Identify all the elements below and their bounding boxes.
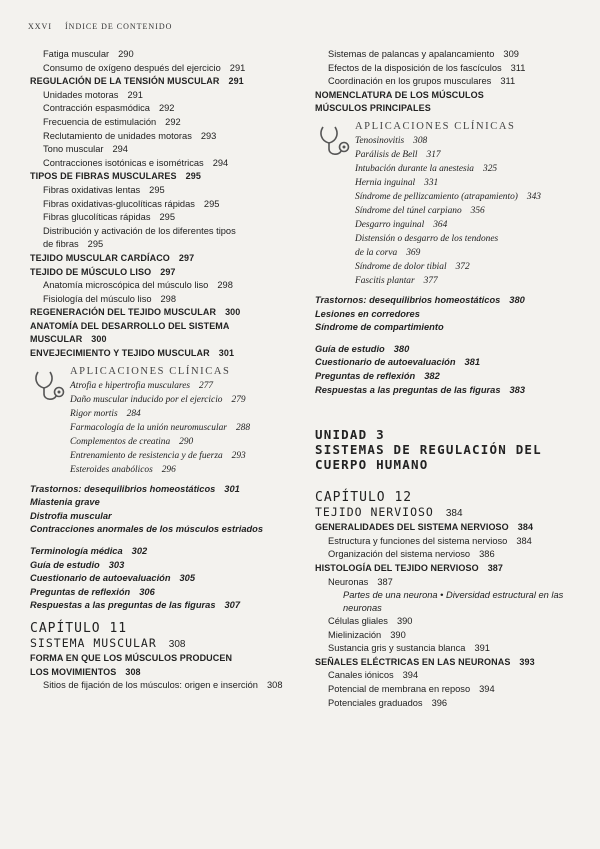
- entry-page: 292: [165, 116, 181, 127]
- entry-page: 294: [212, 157, 229, 168]
- entry-title: Entrenamiento de resistencia y de fuerza: [70, 450, 223, 461]
- clinical-application-entry: [355, 260, 590, 274]
- entry-page: 311: [500, 76, 516, 87]
- entry-title: Guía de estudio: [30, 559, 100, 570]
- entry-title: Neuronas: [328, 576, 369, 587]
- toc-entry: [30, 225, 310, 239]
- chapter-12-label: CAPÍTULO 12: [315, 490, 413, 506]
- toc-entry: [315, 548, 590, 562]
- toc-entry: [315, 615, 590, 629]
- entry-title: Sitios de fijación de los músculos: origen e inserción: [43, 680, 258, 691]
- entry-title: Sistemas de palancas y apalancamiento: [328, 49, 495, 59]
- entry-page: 293: [200, 130, 217, 141]
- clinical-applications-list: [355, 134, 590, 288]
- entry-title: Anatomía microscópica del músculo liso: [43, 280, 209, 291]
- toc-entry: [30, 572, 310, 586]
- chapter-11-entries: [30, 652, 310, 693]
- toc-entry: [30, 293, 310, 307]
- entry-title: Respuestas a las preguntas de las figuras: [30, 600, 216, 611]
- entry-title: FORMA EN QUE LOS MÚSCULOS PRODUCEN: [30, 653, 233, 663]
- clinical-application-entry: [70, 421, 310, 435]
- entry-page: 291: [228, 76, 244, 87]
- clinical-application-entry: [355, 162, 590, 176]
- clinical-application-entry: [355, 190, 590, 204]
- toc-entry: [30, 559, 310, 573]
- unit-3-title-line2: CUERPO HUMANO: [315, 457, 429, 473]
- toc-entry: [30, 48, 310, 62]
- entry-title: Síndrome de pellizcamiento (atrapamiento): [355, 191, 518, 202]
- chapter-11-page: 308: [168, 639, 186, 650]
- entry-page: 295: [185, 171, 201, 182]
- toc-entry: [30, 545, 310, 559]
- toc-entry: [30, 523, 310, 537]
- entry-title: Fibras oxidativas-glucolíticas rápidas: [43, 198, 195, 209]
- entry-title: Contracciones isotónicas e isométricas: [43, 157, 204, 168]
- right-disorders: [315, 294, 590, 335]
- toc-entry: [315, 535, 590, 549]
- entry-page: 384: [517, 522, 534, 533]
- entry-page: 307: [224, 600, 241, 611]
- entry-page: 294: [112, 144, 128, 155]
- entry-page: 383: [509, 384, 526, 395]
- entry-title: Daño muscular inducido por el ejercicio: [70, 394, 223, 405]
- entry-title: Fibras oxidativas lentas: [43, 184, 141, 195]
- entry-page: 298: [217, 280, 233, 291]
- entry-title: Tenosinovitis: [355, 135, 405, 146]
- clinical-application-entry: [355, 274, 590, 288]
- toc-entry: [315, 669, 590, 683]
- entry-title: Efectos de la disposición de los fascículos: [328, 62, 502, 73]
- clinical-application-entry: [70, 449, 310, 463]
- entry-page: 300: [225, 307, 241, 318]
- entry-page: 308: [125, 666, 141, 677]
- entry-page: 387: [377, 576, 393, 587]
- entry-title: MUSCULAR: [30, 334, 83, 345]
- toc-entry: [315, 89, 590, 103]
- entry-title: Distribución y activación de los diferentes tipos: [43, 225, 236, 236]
- clinical-applications-right: [315, 119, 590, 288]
- neuron-subtopics: Partes de una neurona • Diversidad estructural en las neuronas: [343, 590, 564, 614]
- toc-entry: [30, 510, 310, 524]
- clinical-application-entry: [70, 463, 310, 477]
- chapter-12-entries-more: [315, 615, 590, 710]
- left-study-sections: [30, 545, 310, 613]
- chapter-11-title-text: SISTEMA MUSCULAR: [30, 636, 157, 650]
- entry-page: 369: [406, 247, 421, 258]
- entry-title: Preguntas de reflexión: [30, 586, 131, 597]
- entry-title: Complementos de creatina: [70, 436, 171, 447]
- entry-page: 277: [199, 380, 214, 391]
- toc-entry: [30, 666, 310, 680]
- clinical-application-entry: [355, 134, 590, 148]
- toc-entry: [30, 75, 310, 89]
- entry-page: 308: [266, 680, 283, 691]
- chapter-12: [315, 490, 590, 710]
- entry-title: Esteroides anabólicos: [70, 464, 153, 475]
- toc-entry: [315, 629, 590, 643]
- entry-title: de fibras: [43, 239, 79, 250]
- entry-page: 296: [161, 464, 176, 475]
- toc-entry: [30, 198, 310, 212]
- stethoscope-icon: [317, 123, 353, 159]
- entry-title: REGENERACIÓN DEL TEJIDO MUSCULAR: [30, 307, 217, 318]
- entry-title: LOS MOVIMIENTOS: [30, 666, 117, 677]
- chapter-12-entries: [315, 521, 590, 589]
- entry-page: 292: [158, 103, 175, 114]
- toc-entry: [30, 320, 310, 334]
- entry-title: TEJIDO MUSCULAR CARDÍACO: [30, 252, 170, 263]
- toc-entry: [30, 599, 310, 613]
- toc-entry: [30, 652, 310, 666]
- entry-page: 343: [526, 191, 541, 202]
- toc-entry: [30, 238, 310, 252]
- clinical-applications-list: [70, 379, 310, 477]
- entry-title: TEJIDO DE MÚSCULO LISO: [30, 266, 152, 277]
- entry-page: 384: [516, 535, 532, 546]
- clinical-application-entry: [70, 393, 310, 407]
- toc-entry: [315, 642, 590, 656]
- entry-page: 295: [203, 198, 220, 209]
- toc-entry: [315, 656, 590, 670]
- entry-title: Preguntas de reflexión: [315, 370, 416, 381]
- toc-entry: [315, 75, 590, 89]
- entry-page: 302: [131, 546, 148, 557]
- toc-entry: [30, 266, 310, 280]
- clinical-applications-title: APLICACIONES CLÍNICAS: [70, 365, 231, 377]
- entry-title: Síndrome de dolor tibial: [355, 261, 447, 272]
- entry-title: Rigor mortis: [70, 408, 118, 419]
- entry-page: 297: [160, 266, 176, 277]
- entry-page: 381: [464, 357, 481, 368]
- clinical-applications-title: APLICACIONES CLÍNICAS: [355, 120, 516, 132]
- running-head: [28, 22, 172, 31]
- toc-entry: [30, 679, 310, 693]
- toc-entry: [30, 62, 310, 76]
- entry-title: Estructura y funciones del sistema nervioso: [328, 535, 508, 546]
- toc-entry: [30, 89, 310, 103]
- entry-title: Síndrome de compartimiento: [315, 322, 444, 333]
- unit-3-heading: [315, 427, 590, 472]
- entry-page: 305: [179, 573, 196, 584]
- entry-page: 290: [118, 49, 134, 59]
- entry-page: 295: [87, 239, 104, 250]
- clinical-applications-left: [30, 364, 310, 477]
- toc-entry: [315, 576, 590, 590]
- entry-page: 284: [126, 408, 141, 419]
- entry-title: GENERALIDADES DEL SISTEMA NERVIOSO: [315, 522, 509, 533]
- entry-title: Miastenia grave: [30, 497, 100, 508]
- toc-entry: [30, 170, 310, 184]
- entry-title: Coordinación en los grupos musculares: [328, 76, 492, 87]
- entry-title: Trastornos: desequilibrios homeostáticos: [315, 294, 501, 305]
- chapter-12-title-text: TEJIDO NERVIOSO: [315, 505, 434, 520]
- entry-title: Terminología médica: [30, 546, 123, 557]
- entry-title: Potencial de membrana en reposo: [328, 684, 471, 695]
- toc-entry: [315, 521, 590, 535]
- entry-page: 301: [218, 348, 235, 359]
- entry-title: Tono muscular: [43, 144, 104, 155]
- entry-title: Sustancia gris y sustancia blanca: [328, 643, 466, 654]
- toc-entry: [30, 143, 310, 157]
- entry-title: NOMENCLATURA DE LOS MÚSCULOS: [315, 89, 484, 100]
- entry-page: 331: [424, 177, 439, 188]
- entry-page: 364: [433, 219, 448, 230]
- right-column: [315, 48, 590, 710]
- toc-entry: [315, 356, 590, 370]
- entry-title: REGULACIÓN DE LA TENSIÓN MUSCULAR: [30, 76, 220, 87]
- entry-title: Fascitis plantar: [355, 275, 415, 286]
- toc-entry: [315, 321, 590, 335]
- entry-page: 394: [402, 670, 419, 681]
- entry-page: 390: [390, 629, 406, 640]
- entry-title: Cuestionario de autoevaluación: [30, 573, 171, 584]
- entry-page: 306: [139, 586, 155, 597]
- clinical-application-entry: [355, 246, 590, 260]
- entry-title: Atrofia e hipertrofia musculares: [70, 380, 191, 391]
- entry-title: HISTOLOGÍA DEL TEJIDO NERVIOSO: [315, 562, 479, 573]
- entry-page: 377: [423, 275, 438, 286]
- toc-entry: [315, 294, 590, 308]
- entry-title: ENVEJECIMIENTO Y TEJIDO MUSCULAR: [30, 348, 210, 359]
- page-number: XXVI: [28, 22, 52, 31]
- entry-page: 297: [178, 252, 195, 263]
- toc-entry: [30, 157, 310, 171]
- unit-3-label: UNIDAD 3: [315, 427, 385, 443]
- entry-page: 382: [424, 370, 440, 381]
- toc-entry: [315, 48, 590, 62]
- entry-title: Contracción espasmódica: [43, 103, 150, 114]
- entry-title: Respuestas a las preguntas de las figuras: [315, 384, 501, 395]
- entry-title: Células gliales: [328, 616, 388, 627]
- toc-entry: [30, 347, 310, 361]
- entry-title: Desgarro inguinal: [355, 219, 425, 230]
- entry-title: Cuestionario de autoevaluación: [315, 357, 456, 368]
- entry-page: 356: [470, 205, 485, 216]
- toc-entry: [30, 116, 310, 130]
- entry-title: Frecuencia de estimulación: [43, 116, 157, 127]
- entry-title: ANATOMÍA DEL DESARROLLO DEL SISTEMA: [30, 320, 230, 331]
- entry-title: SEÑALES ELÉCTRICAS EN LAS NEURONAS: [315, 656, 511, 667]
- left-disorders: [30, 483, 310, 537]
- entry-title: Fatiga muscular: [43, 49, 110, 59]
- entry-title: MÚSCULOS PRINCIPALES: [315, 103, 431, 114]
- entry-page: 394: [479, 684, 495, 695]
- toc-entry: [315, 562, 590, 576]
- clinical-application-entry: [70, 407, 310, 421]
- toc-entry: [315, 370, 590, 384]
- running-title: ÍNDICE DE CONTENIDO: [65, 22, 173, 31]
- clinical-application-entry: [355, 204, 590, 218]
- entry-page: 279: [231, 394, 246, 405]
- entry-page: 390: [396, 616, 413, 627]
- right-study-sections: [315, 343, 590, 397]
- chapter-12-page: 384: [445, 508, 463, 520]
- entry-title: Contracciones anormales de los músculos estriados: [30, 524, 264, 535]
- entry-page: 301: [224, 483, 240, 494]
- chapter-11-title: [30, 636, 310, 652]
- entry-page: 393: [519, 656, 535, 667]
- chapter-11-label: CAPÍTULO 11: [30, 621, 128, 636]
- clinical-application-entry: [355, 218, 590, 232]
- entry-page: 298: [160, 293, 177, 304]
- entry-title: Fisiología del músculo liso: [43, 293, 152, 304]
- unit-3-title-line1: SISTEMAS DE REGULACIÓN DEL: [315, 442, 542, 458]
- clinical-application-entry: [355, 232, 590, 246]
- entry-title: Potenciales graduados: [328, 697, 423, 708]
- toc-entry: [30, 306, 310, 320]
- entry-page: 288: [235, 422, 250, 433]
- entry-title: Unidades motoras: [43, 89, 119, 100]
- entry-title: Mielinización: [328, 629, 382, 640]
- entry-title: Guía de estudio: [315, 343, 385, 354]
- entry-title: Trastornos: desequilibrios homeostáticos: [30, 483, 216, 494]
- entry-page: 380: [509, 294, 525, 305]
- entry-page: 308: [413, 135, 428, 146]
- entry-page: 290: [179, 436, 194, 447]
- entry-title: Síndrome del túnel carpiano: [355, 205, 462, 216]
- entry-title: TIPOS DE FIBRAS MUSCULARES: [30, 171, 177, 182]
- entry-title: Consumo de oxígeno después del ejercicio: [43, 62, 221, 73]
- toc-entry: [30, 184, 310, 198]
- toc-entry: [315, 308, 590, 322]
- toc-entry: [30, 333, 310, 347]
- entry-title: Canales iónicos: [328, 670, 394, 681]
- chapter-12-title: [315, 505, 590, 521]
- toc-entry: [30, 483, 310, 497]
- chapter-11: [30, 621, 310, 693]
- entry-title: Reclutamiento de unidades motoras: [43, 130, 192, 141]
- toc-entry: [30, 496, 310, 510]
- entry-page: 291: [127, 89, 143, 100]
- entry-page: 295: [149, 184, 165, 195]
- toc-entry: [315, 384, 590, 398]
- entry-title: Distensión o desgarro de los tendones: [355, 233, 499, 244]
- entry-title: Organización del sistema nervioso: [328, 549, 471, 560]
- entry-title: Fibras glucolíticas rápidas: [43, 212, 151, 223]
- clinical-application-entry: [70, 435, 310, 449]
- left-entries: [30, 48, 310, 361]
- entry-page: 372: [455, 261, 470, 272]
- stethoscope-icon: [32, 368, 68, 404]
- entry-page: 300: [91, 334, 107, 345]
- left-column: [30, 48, 310, 693]
- toc-entry: [30, 102, 310, 116]
- entry-page: 380: [393, 343, 410, 354]
- clinical-application-entry: [355, 148, 590, 162]
- toc-entry: [30, 252, 310, 266]
- entry-title: Lesiones en corredores: [315, 308, 420, 319]
- entry-page: 386: [479, 549, 495, 560]
- toc-entry: [30, 211, 310, 225]
- entry-title: Distrofia muscular: [30, 510, 112, 521]
- entry-title: Intubación durante la anestesia: [355, 163, 474, 174]
- right-entries: [315, 48, 590, 116]
- clinical-application-entry: [70, 379, 310, 393]
- toc-entry: [30, 586, 310, 600]
- entry-page: 291: [229, 62, 246, 73]
- entry-page: 387: [487, 562, 504, 573]
- toc-entry: [315, 102, 590, 116]
- entry-page: 317: [426, 149, 441, 160]
- entry-page: 295: [159, 212, 175, 223]
- toc-entry: [315, 343, 590, 357]
- entry-page: 303: [108, 559, 125, 570]
- entry-page: 391: [474, 643, 490, 654]
- entry-page: 309: [503, 49, 519, 59]
- entry-page: 325: [483, 163, 498, 174]
- toc-entry: [30, 130, 310, 144]
- entry-title: Farmacología de la unión neuromuscular: [70, 422, 227, 433]
- entry-page: 311: [510, 62, 526, 73]
- toc-entry: [315, 697, 590, 711]
- toc-entry: [315, 683, 590, 697]
- entry-page: 396: [431, 697, 448, 708]
- entry-title: Parálisis de Bell: [355, 149, 418, 160]
- entry-title: Hernia inguinal: [355, 177, 416, 188]
- entry-page: 293: [231, 450, 246, 461]
- toc-entry: [30, 279, 310, 293]
- clinical-application-entry: [355, 176, 590, 190]
- entry-title: de la corva: [355, 247, 398, 258]
- toc-entry: [315, 62, 590, 76]
